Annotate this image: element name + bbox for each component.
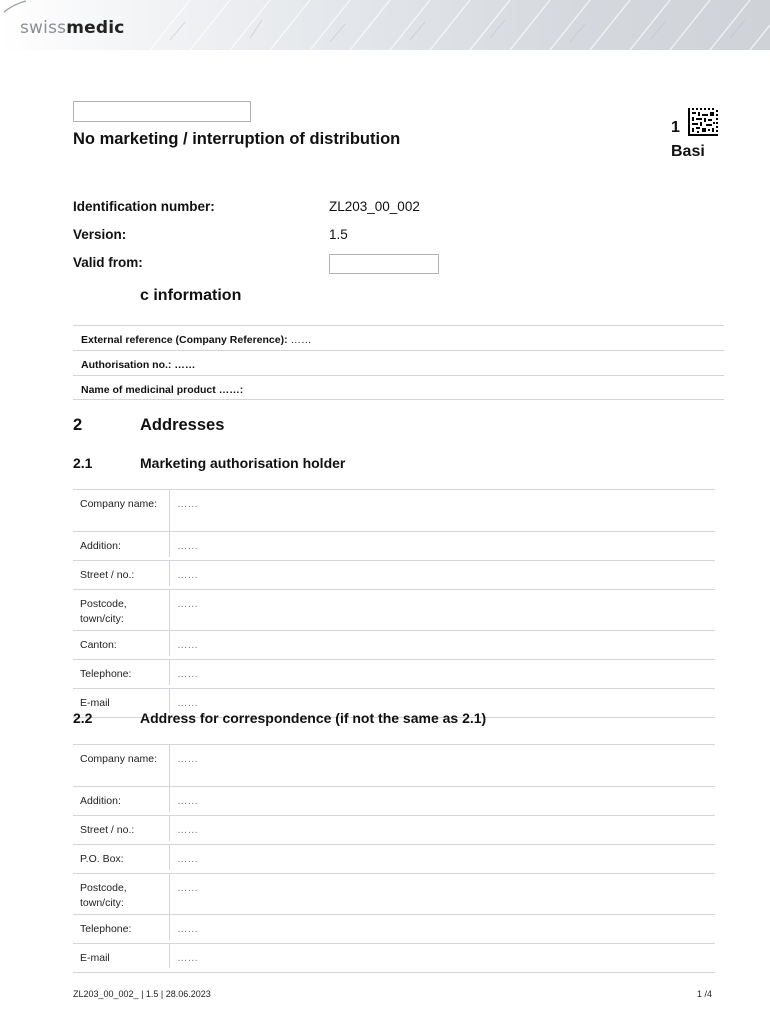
document-title: No marketing / interruption of distribution — [73, 130, 401, 148]
section2-1-number: 2.1 — [73, 455, 93, 471]
company-name-value[interactable]: …… — [177, 753, 198, 765]
authorisation-number-label: Authorisation no.: …… — [81, 359, 196, 371]
logo-swoosh-icon — [0, 0, 30, 14]
basic-information-title: c information — [140, 287, 242, 304]
street-value[interactable]: …… — [177, 824, 198, 836]
table-row — [73, 560, 715, 589]
po-box-value[interactable]: …… — [177, 853, 198, 865]
table-row — [73, 815, 715, 844]
street-label: Street / no.: — [73, 816, 170, 841]
reference-row-external[interactable] — [73, 325, 724, 350]
section2-2-number: 2.2 — [73, 710, 93, 726]
telephone-value[interactable]: …… — [177, 668, 198, 680]
table-row — [73, 786, 715, 815]
telephone-label: Telephone: — [73, 915, 170, 940]
reference-row-authorisation[interactable] — [73, 350, 724, 375]
table-row — [73, 873, 715, 914]
company-name-value[interactable]: …… — [177, 498, 198, 510]
section2-2-title: Address for correspondence (if not the same as 2.1) — [140, 710, 487, 726]
reference-row-product[interactable] — [73, 375, 724, 400]
table-row — [73, 589, 715, 630]
postcode-value[interactable]: …… — [177, 882, 198, 894]
section2-1-title: Marketing authorisation holder — [140, 455, 346, 471]
logo-text-swiss: swiss — [20, 18, 67, 38]
street-value[interactable]: …… — [177, 569, 198, 581]
datamatrix-code-icon — [688, 108, 718, 136]
header-band — [0, 0, 770, 50]
footer-document-id: ZL203_00_002_ | 1.5 | 28.06.2023 — [73, 989, 211, 999]
version-label: Version: — [73, 227, 127, 242]
postcode-label: Postcode, town/city: — [73, 590, 170, 630]
version-value: 1.5 — [329, 227, 348, 242]
section1-title-fragment: Basi — [671, 143, 705, 160]
mah-address-table — [73, 489, 715, 718]
table-row — [73, 943, 715, 973]
identification-number-value: ZL203_00_002 — [329, 199, 420, 214]
section2-number: 2 — [73, 416, 83, 434]
email-label: E-mail — [73, 689, 170, 713]
addition-label: Addition: — [73, 787, 170, 812]
table-row — [73, 659, 715, 688]
valid-from-label: Valid from: — [73, 255, 143, 270]
street-label: Street / no.: — [73, 561, 170, 586]
email-value[interactable]: …… — [177, 697, 198, 709]
section1-number: 1 — [671, 119, 680, 136]
title-input-box[interactable] — [73, 101, 251, 122]
reference-table — [73, 325, 724, 400]
logo-text-medic: medic — [66, 18, 125, 38]
telephone-label: Telephone: — [73, 660, 170, 685]
addition-value[interactable]: …… — [177, 795, 198, 807]
company-name-label: Company name: — [73, 490, 170, 531]
table-row — [73, 844, 715, 873]
email-value[interactable]: …… — [177, 952, 198, 964]
company-name-label: Company name: — [73, 745, 170, 786]
table-row — [73, 914, 715, 943]
medicinal-product-label: Name of medicinal product — [81, 384, 219, 396]
table-row — [73, 744, 715, 786]
email-label: E-mail — [73, 944, 170, 968]
external-reference-value: …… — [287, 334, 312, 346]
medicinal-product-value: ……: — [218, 384, 244, 396]
section2-title: Addresses — [140, 416, 225, 434]
footer-page-number: 1 /4 — [697, 989, 713, 999]
identification-number-label: Identification number: — [73, 199, 215, 214]
correspondence-address-table — [73, 744, 715, 973]
valid-from-field[interactable] — [329, 254, 439, 274]
external-reference-label: External reference (Company Reference): — [81, 334, 288, 346]
table-row — [73, 531, 715, 560]
canton-label: Canton: — [73, 631, 170, 656]
po-box-label: P.O. Box: — [73, 845, 170, 870]
table-row — [73, 630, 715, 659]
postcode-label: Postcode, town/city: — [73, 874, 170, 914]
telephone-value[interactable]: …… — [177, 923, 198, 935]
swissmedic-logo — [20, 18, 125, 38]
addition-label: Addition: — [73, 532, 170, 557]
addition-value[interactable]: …… — [177, 540, 198, 552]
canton-value[interactable]: …… — [177, 639, 198, 651]
postcode-value[interactable]: …… — [177, 598, 198, 610]
table-row — [73, 489, 715, 531]
